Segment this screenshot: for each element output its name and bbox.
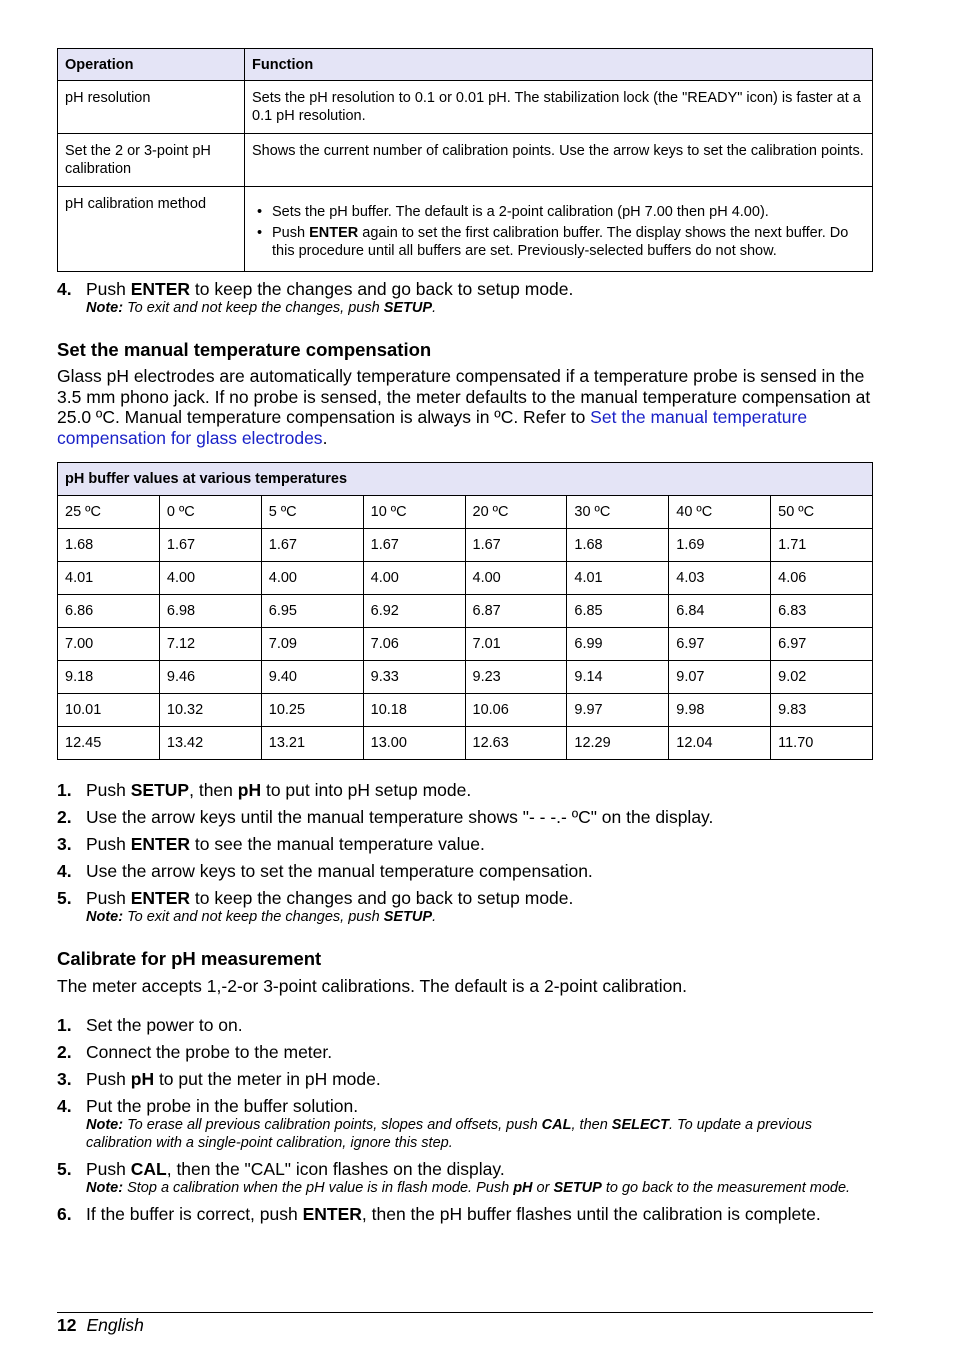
step-number: 1.: [57, 1014, 72, 1035]
table-cell: 6.92: [363, 595, 465, 628]
table-cell: 4.00: [159, 562, 261, 595]
step-number: 4.: [57, 279, 72, 299]
column-header: 30 ºC: [567, 496, 669, 529]
step-item: 3. Push ENTER to see the manual temperature value.: [57, 834, 485, 854]
table-title: pH buffer values at various temperatures: [58, 463, 873, 496]
step-number: 3.: [57, 834, 72, 854]
table-cell: 1.68: [58, 529, 160, 562]
table-cell: 12.29: [567, 727, 669, 760]
step-number: 2.: [57, 807, 72, 827]
step-item: 2. Use the arrow keys until the manual temperature shows "- - -.- ºC" on the display.: [57, 807, 714, 827]
table-cell: 12.45: [58, 727, 160, 760]
table-cell: Set the 2 or 3-point pH calibration: [58, 134, 245, 187]
table-cell: 1.68: [567, 529, 669, 562]
table-cell: 6.87: [465, 595, 567, 628]
table-cell: 13.21: [261, 727, 363, 760]
table-cell: 9.18: [58, 661, 160, 694]
list-item: • Sets the pH buffer. The default is a 2-point calibration (pH 7.00 then pH 4.00).: [272, 203, 865, 221]
table-row: [58, 661, 873, 694]
table-cell: 13.42: [159, 727, 261, 760]
table-cell: 1.67: [159, 529, 261, 562]
table-row: [58, 562, 873, 595]
table-cell: 7.06: [363, 628, 465, 661]
table-cell: 9.46: [159, 661, 261, 694]
table-cell: Sets the pH resolution to 0.1 or 0.01 pH. The stabilization lock (the "READY" icon) is faster at a 0.1 pH resolution.: [245, 81, 873, 134]
table-cell: 13.00: [363, 727, 465, 760]
table-header-row: [58, 49, 873, 81]
table-cell: 7.09: [261, 628, 363, 661]
step-number: 1.: [57, 780, 72, 800]
table-cell: 6.85: [567, 595, 669, 628]
table-cell: 1.67: [465, 529, 567, 562]
body-paragraph: The meter accepts 1,-2-or 3-point calibrations. The default is a 2-point calibration.: [57, 976, 687, 996]
table-cell: 12.63: [465, 727, 567, 760]
column-header: 0 ºC: [159, 496, 261, 529]
table-cell: 9.40: [261, 661, 363, 694]
table-cell: 1.69: [669, 529, 771, 562]
table-cell: 4.00: [363, 562, 465, 595]
table-cell: 7.01: [465, 628, 567, 661]
column-header: 5 ºC: [261, 496, 363, 529]
body-paragraph: Glass pH electrodes are automatically temperature compensated if a temperature probe is sensed in the 3.5 mm phono jack. If no probe is sensed, the meter defaults to the manual temperature compensation at 25.0 ºC. Manual temperature compensation is always in ºC. Refer to Set the manual temperature compensation for glass electrodes.: [57, 366, 871, 448]
table-cell: 1.71: [771, 529, 873, 562]
note: Note: To exit and not keep the changes, push SETUP.: [86, 909, 437, 925]
table-cell: 4.00: [261, 562, 363, 595]
page-footer: [57, 1312, 873, 1336]
table-cell: 6.98: [159, 595, 261, 628]
steps-list: [57, 780, 873, 926]
table-cell: 9.23: [465, 661, 567, 694]
table-row: [58, 595, 873, 628]
table-cell: 6.84: [669, 595, 771, 628]
step-item: 1. Push SETUP, then pH to put into pH setup mode.: [57, 780, 472, 800]
table-cell: 7.12: [159, 628, 261, 661]
table-title-row: [58, 463, 873, 496]
step-item: 4. Put the probe in the buffer solution. Note: To erase all previous calibration points, slopes and offsets, push CAL, then SELECT. To update a previous calibration with a single-point calibration, ignore this step.: [57, 1096, 873, 1152]
step-item: 5. Push CAL, then the "CAL" icon flashes on the display. Note: Stop a calibration when the pH value is in flash mode. Push pH or SETUP to go back to the measurement mode.: [57, 1159, 873, 1197]
table-cell: 1.67: [363, 529, 465, 562]
table-cell: 11.70: [771, 727, 873, 760]
table-cell: 12.04: [669, 727, 771, 760]
operations-table: [57, 48, 873, 272]
step-item: 6. If the buffer is correct, push ENTER, then the pH buffer flashes until the calibration is complete.: [57, 1203, 821, 1224]
table-row: [58, 727, 873, 760]
column-header: Operation: [58, 49, 245, 81]
table-cell: 9.02: [771, 661, 873, 694]
page-number: 12: [57, 1315, 77, 1335]
column-header: 25 ºC: [58, 496, 160, 529]
table-cell: 4.06: [771, 562, 873, 595]
note: Note: Stop a calibration when the pH value is in flash mode. Push pH or SETUP to go back to the measurement mode.: [86, 1179, 851, 1196]
table-cell: 6.97: [771, 628, 873, 661]
table-cell: 4.01: [58, 562, 160, 595]
step-item: 2. Connect the probe to the meter.: [57, 1041, 333, 1062]
table-row: [58, 529, 873, 562]
cross-reference-link[interactable]: Set the manual temperature compensation for glass electrodes: [57, 407, 808, 448]
section-heading: Calibrate for pH measurement: [57, 948, 322, 969]
step-number: 4.: [57, 1095, 72, 1116]
table-cell: 9.97: [567, 694, 669, 727]
table-cell: 6.97: [669, 628, 771, 661]
table-cell: pH resolution: [58, 81, 245, 134]
table-cell: 7.00: [58, 628, 160, 661]
column-header: 20 ºC: [465, 496, 567, 529]
table-cell: 9.14: [567, 661, 669, 694]
page-content: [57, 48, 873, 1224]
table-cell: 4.00: [465, 562, 567, 595]
table-cell: 10.32: [159, 694, 261, 727]
table-cell: 10.06: [465, 694, 567, 727]
column-header: 40 ºC: [669, 496, 771, 529]
step-item: 1. Set the power to on.: [57, 1014, 243, 1035]
table-cell: 6.99: [567, 628, 669, 661]
table-cell: pH calibration method: [58, 187, 245, 272]
step-number: 5.: [57, 1158, 72, 1179]
table-row: [58, 694, 873, 727]
note: Note: To exit and not keep the changes, push SETUP.: [86, 300, 437, 316]
table-cell: 9.83: [771, 694, 873, 727]
table-cell: 9.98: [669, 694, 771, 727]
column-header: Function: [245, 49, 873, 81]
table-cell: Shows the current number of calibration points. Use the arrow keys to set the calibration points.: [245, 134, 873, 187]
table-cell: 10.25: [261, 694, 363, 727]
table-cell: 6.95: [261, 595, 363, 628]
table-row: [58, 187, 873, 272]
step-item: 3. Push pH to put the meter in pH mode.: [57, 1068, 381, 1089]
step-number: 2.: [57, 1041, 72, 1062]
step-number: 6.: [57, 1203, 72, 1224]
step-item: 4. Push ENTER to keep the changes and go back to setup mode. Note: To exit and not keep the changes, push SETUP.: [57, 279, 873, 317]
column-header: 50 ºC: [771, 496, 873, 529]
table-cell: 9.07: [669, 661, 771, 694]
table-row: [58, 628, 873, 661]
table-header-row: [58, 496, 873, 529]
table-cell: 6.83: [771, 595, 873, 628]
table-cell: 10.01: [58, 694, 160, 727]
step-item: 5. Push ENTER to keep the changes and go back to setup mode. Note: To exit and not keep the changes, push SETUP.: [57, 888, 873, 926]
steps-list: [57, 1015, 873, 1224]
footer-language: English: [86, 1315, 144, 1335]
step-item: 4. Use the arrow keys to set the manual temperature compensation.: [57, 861, 593, 881]
step-number: 4.: [57, 861, 72, 881]
bullet-list: [252, 203, 865, 260]
table-cell: 6.86: [58, 595, 160, 628]
step-number: 5.: [57, 888, 72, 908]
table-cell: 1.67: [261, 529, 363, 562]
table-body: [58, 529, 873, 760]
buffer-values-table: [57, 462, 873, 760]
table-cell: 4.03: [669, 562, 771, 595]
list-item: • Push ENTER again to set the first calibration buffer. The display shows the next buffer. Do this procedure until all buffers are set. Previously-selected buffers do not show.: [272, 224, 865, 260]
note: Note: To erase all previous calibration points, slopes and offsets, push CAL, then SELECT. To update a previous calibration with a single-point calibration, ignore this step.: [86, 1116, 812, 1151]
table-row: [58, 81, 873, 134]
step-number: 3.: [57, 1068, 72, 1089]
table-cell: 9.33: [363, 661, 465, 694]
table-cell: 10.18: [363, 694, 465, 727]
table-row: [58, 134, 873, 187]
section-heading: Set the manual temperature compensation: [57, 339, 432, 360]
column-header: 10 ºC: [363, 496, 465, 529]
table-cell: 4.01: [567, 562, 669, 595]
table-cell: [245, 187, 873, 272]
